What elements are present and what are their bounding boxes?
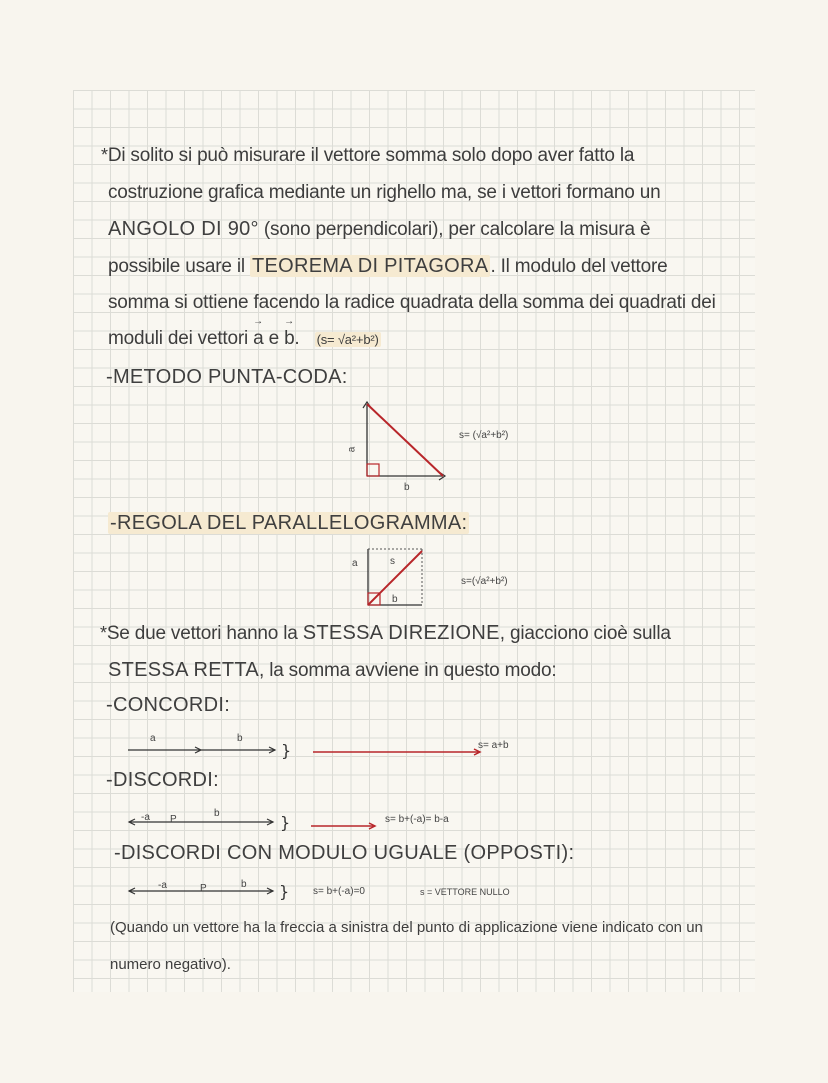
vector-a-symbol: a → bbox=[253, 328, 263, 350]
para2-line1 bbox=[100, 622, 671, 645]
para2-line1-start: Se due vettori hanno la bbox=[106, 623, 303, 644]
keyword-stessa-direzione: STESSA DIREZIONE bbox=[302, 622, 500, 644]
right-angle-mark bbox=[367, 464, 379, 476]
bullet-line-1 bbox=[101, 145, 634, 167]
label-s-para: s bbox=[390, 556, 395, 567]
concordi-label-b: b bbox=[237, 733, 243, 744]
label-b-triangle: b bbox=[404, 482, 410, 493]
discordi-title: -DISCORDI: bbox=[106, 769, 219, 791]
para1-line2: costruzione grafica mediante un righello ma, se i vettori formano un bbox=[108, 182, 661, 203]
para1-line4 bbox=[108, 255, 668, 278]
concordi-label-a: a bbox=[150, 733, 156, 744]
para2-line2-end: , la somma avviene in questo modo: bbox=[259, 660, 557, 681]
opposti-label-b: b bbox=[241, 879, 247, 890]
method-parallelogramma-title bbox=[108, 512, 469, 535]
keyword-stessa-retta: STESSA RETTA bbox=[108, 659, 260, 681]
discordi-label-na: -a bbox=[141, 812, 150, 823]
formula-pitagora: (s= √a²+b²) bbox=[316, 332, 379, 347]
label-a-triangle: a bbox=[346, 446, 358, 453]
formula-para: s=(√a²+b²) bbox=[461, 576, 508, 587]
para1-line6-start: moduli dei vettori bbox=[108, 328, 249, 349]
para1-line1: Di solito si può misurare il vettore somma solo dopo aver fatto la bbox=[107, 145, 635, 166]
label-a-para: a bbox=[352, 558, 358, 569]
para1-line4-end: . Il modulo del vettore bbox=[490, 256, 668, 277]
label-b-para: b bbox=[392, 594, 398, 605]
para1-line6 bbox=[108, 328, 381, 350]
keyword-angolo: ANGOLO DI 90° bbox=[108, 218, 259, 240]
opposti-result-2: s = VETTORE NULLO bbox=[420, 887, 510, 897]
bullet-star: * bbox=[101, 145, 108, 165]
para1-line6-e: e bbox=[268, 328, 279, 349]
concordi-brace: } bbox=[281, 741, 292, 760]
opposti-brace: } bbox=[279, 882, 290, 901]
para1-line4-start: possibile usare il bbox=[108, 256, 250, 277]
opposti-label-na: -a bbox=[158, 880, 167, 891]
opposti-result-1: s= b+(-a)=0 bbox=[313, 886, 365, 897]
concordi-result: s= a+b bbox=[478, 740, 509, 751]
vector-s-line bbox=[367, 404, 443, 476]
method-punta-coda-title: -METODO PUNTA-CODA: bbox=[106, 366, 348, 388]
opposti-title: -DISCORDI CON MODULO UGUALE (OPPOSTI): bbox=[114, 842, 575, 864]
discordi-result: s= b+(-a)= b-a bbox=[385, 814, 449, 825]
method2-title-text: -REGOLA DEL PARALLELOGRAMMA: bbox=[110, 512, 468, 534]
opposti-diagram bbox=[125, 881, 325, 901]
vector-b-symbol: b. → bbox=[284, 328, 299, 350]
triangle-diagram bbox=[355, 398, 495, 498]
opposti-label-p: P bbox=[200, 883, 207, 894]
discordi-label-p: P bbox=[170, 814, 177, 825]
para1-line3-rest: (sono perpendicolari), per calcolare la misura è bbox=[258, 219, 651, 240]
para2-line1-end: , giacciono cioè sulla bbox=[499, 623, 671, 644]
concordi-title: -CONCORDI: bbox=[106, 694, 231, 716]
keyword-teorema: TEOREMA DI PITAGORA bbox=[251, 255, 489, 277]
para2-line2 bbox=[108, 659, 556, 682]
discordi-label-b: b bbox=[214, 808, 220, 819]
note-line-1: (Quando un vettore ha la freccia a sinistra del punto di applicazione viene indicato con un bbox=[110, 919, 703, 936]
discordi-brace: } bbox=[280, 813, 291, 832]
parallelogram-diagram bbox=[362, 543, 442, 613]
bullet-star-2: * bbox=[100, 623, 107, 643]
formula-triangle: s= (√a²+b²) bbox=[459, 430, 509, 441]
note-line-2: numero negativo). bbox=[110, 956, 231, 973]
discordi-diagram bbox=[125, 812, 545, 832]
para1-line3 bbox=[108, 218, 650, 241]
para1-line5: somma si ottiene facendo la radice quadrata della somma dei quadrati dei bbox=[108, 292, 716, 313]
